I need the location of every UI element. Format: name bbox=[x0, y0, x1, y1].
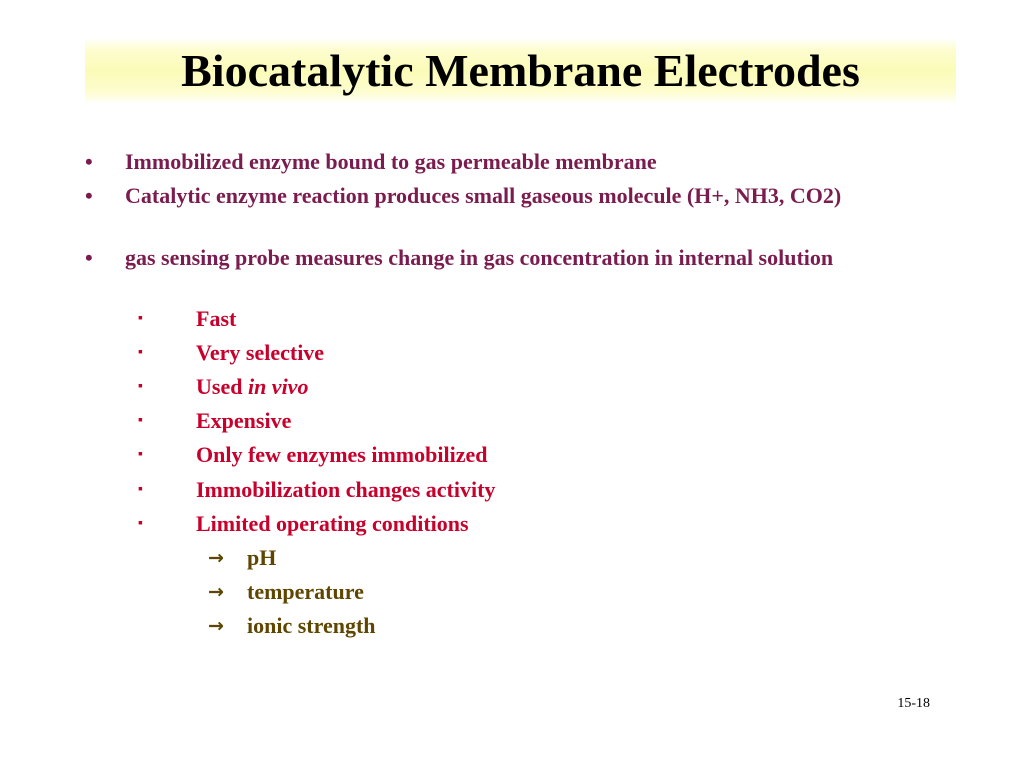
sub-bullet-text: Immobilization changes activity bbox=[196, 477, 496, 502]
sub-bullet-item bbox=[138, 511, 469, 537]
bullet-marker: • bbox=[85, 183, 93, 208]
bullet-item bbox=[85, 245, 955, 271]
square-bullet-icon: ▪ bbox=[138, 345, 143, 360]
sub-sub-bullet-text: ionic strength bbox=[247, 613, 376, 638]
square-bullet-icon: ▪ bbox=[138, 379, 143, 394]
sub-bullet-text: Very selective bbox=[196, 340, 325, 365]
square-bullet-icon: ▪ bbox=[138, 482, 143, 497]
square-bullet-icon: ▪ bbox=[138, 516, 143, 531]
page-number: 15-18 bbox=[897, 696, 930, 711]
sub-sub-bullet-text: pH bbox=[247, 545, 277, 570]
square-bullet-icon: ▪ bbox=[138, 413, 143, 428]
square-bullet-icon: ▪ bbox=[138, 447, 143, 462]
bullet-item bbox=[85, 149, 955, 175]
bullet-item bbox=[85, 183, 955, 209]
sub-bullet-item bbox=[138, 340, 324, 366]
square-bullet-icon: ▪ bbox=[138, 311, 143, 326]
sub-bullet-item bbox=[138, 306, 236, 332]
bullet-marker: • bbox=[85, 149, 93, 174]
sub-bullet-item bbox=[138, 477, 495, 503]
sub-sub-bullet-text: temperature bbox=[247, 579, 364, 604]
bullet-text: Immobilized enzyme bound to gas permeable membrane bbox=[125, 149, 657, 174]
sub-bullet-item bbox=[138, 442, 487, 468]
sub-bullet-text bbox=[196, 374, 308, 400]
sub-bullet-item bbox=[138, 408, 291, 434]
sub-bullet-text: Expensive bbox=[196, 408, 292, 433]
bullet-text: gas sensing probe measures change in gas concentration in internal solution bbox=[125, 245, 834, 270]
sub-bullet-text: Limited operating conditions bbox=[196, 511, 469, 536]
bullet-text: Catalytic enzyme reaction produces small gaseous molecule (H+, NH3, CO2) bbox=[125, 183, 842, 208]
arrow-right-icon: → bbox=[208, 581, 224, 603]
sub-bullet-text: Only few enzymes immobilized bbox=[196, 442, 488, 467]
sub-bullet-text: Fast bbox=[196, 306, 237, 331]
slide-title: Biocatalytic Membrane Electrodes bbox=[181, 45, 860, 96]
sub-bullet-text-plain: Used bbox=[196, 374, 248, 399]
sub-sub-bullet-item bbox=[208, 613, 376, 639]
sub-sub-bullet-item bbox=[208, 579, 364, 605]
sub-bullet-item bbox=[138, 374, 308, 400]
arrow-right-icon: → bbox=[208, 547, 224, 569]
arrow-right-icon: → bbox=[208, 615, 224, 637]
sub-bullet-emphasis: in vivo bbox=[247, 374, 309, 399]
sub-sub-bullet-item bbox=[208, 545, 276, 571]
bullet-marker: • bbox=[85, 245, 93, 270]
